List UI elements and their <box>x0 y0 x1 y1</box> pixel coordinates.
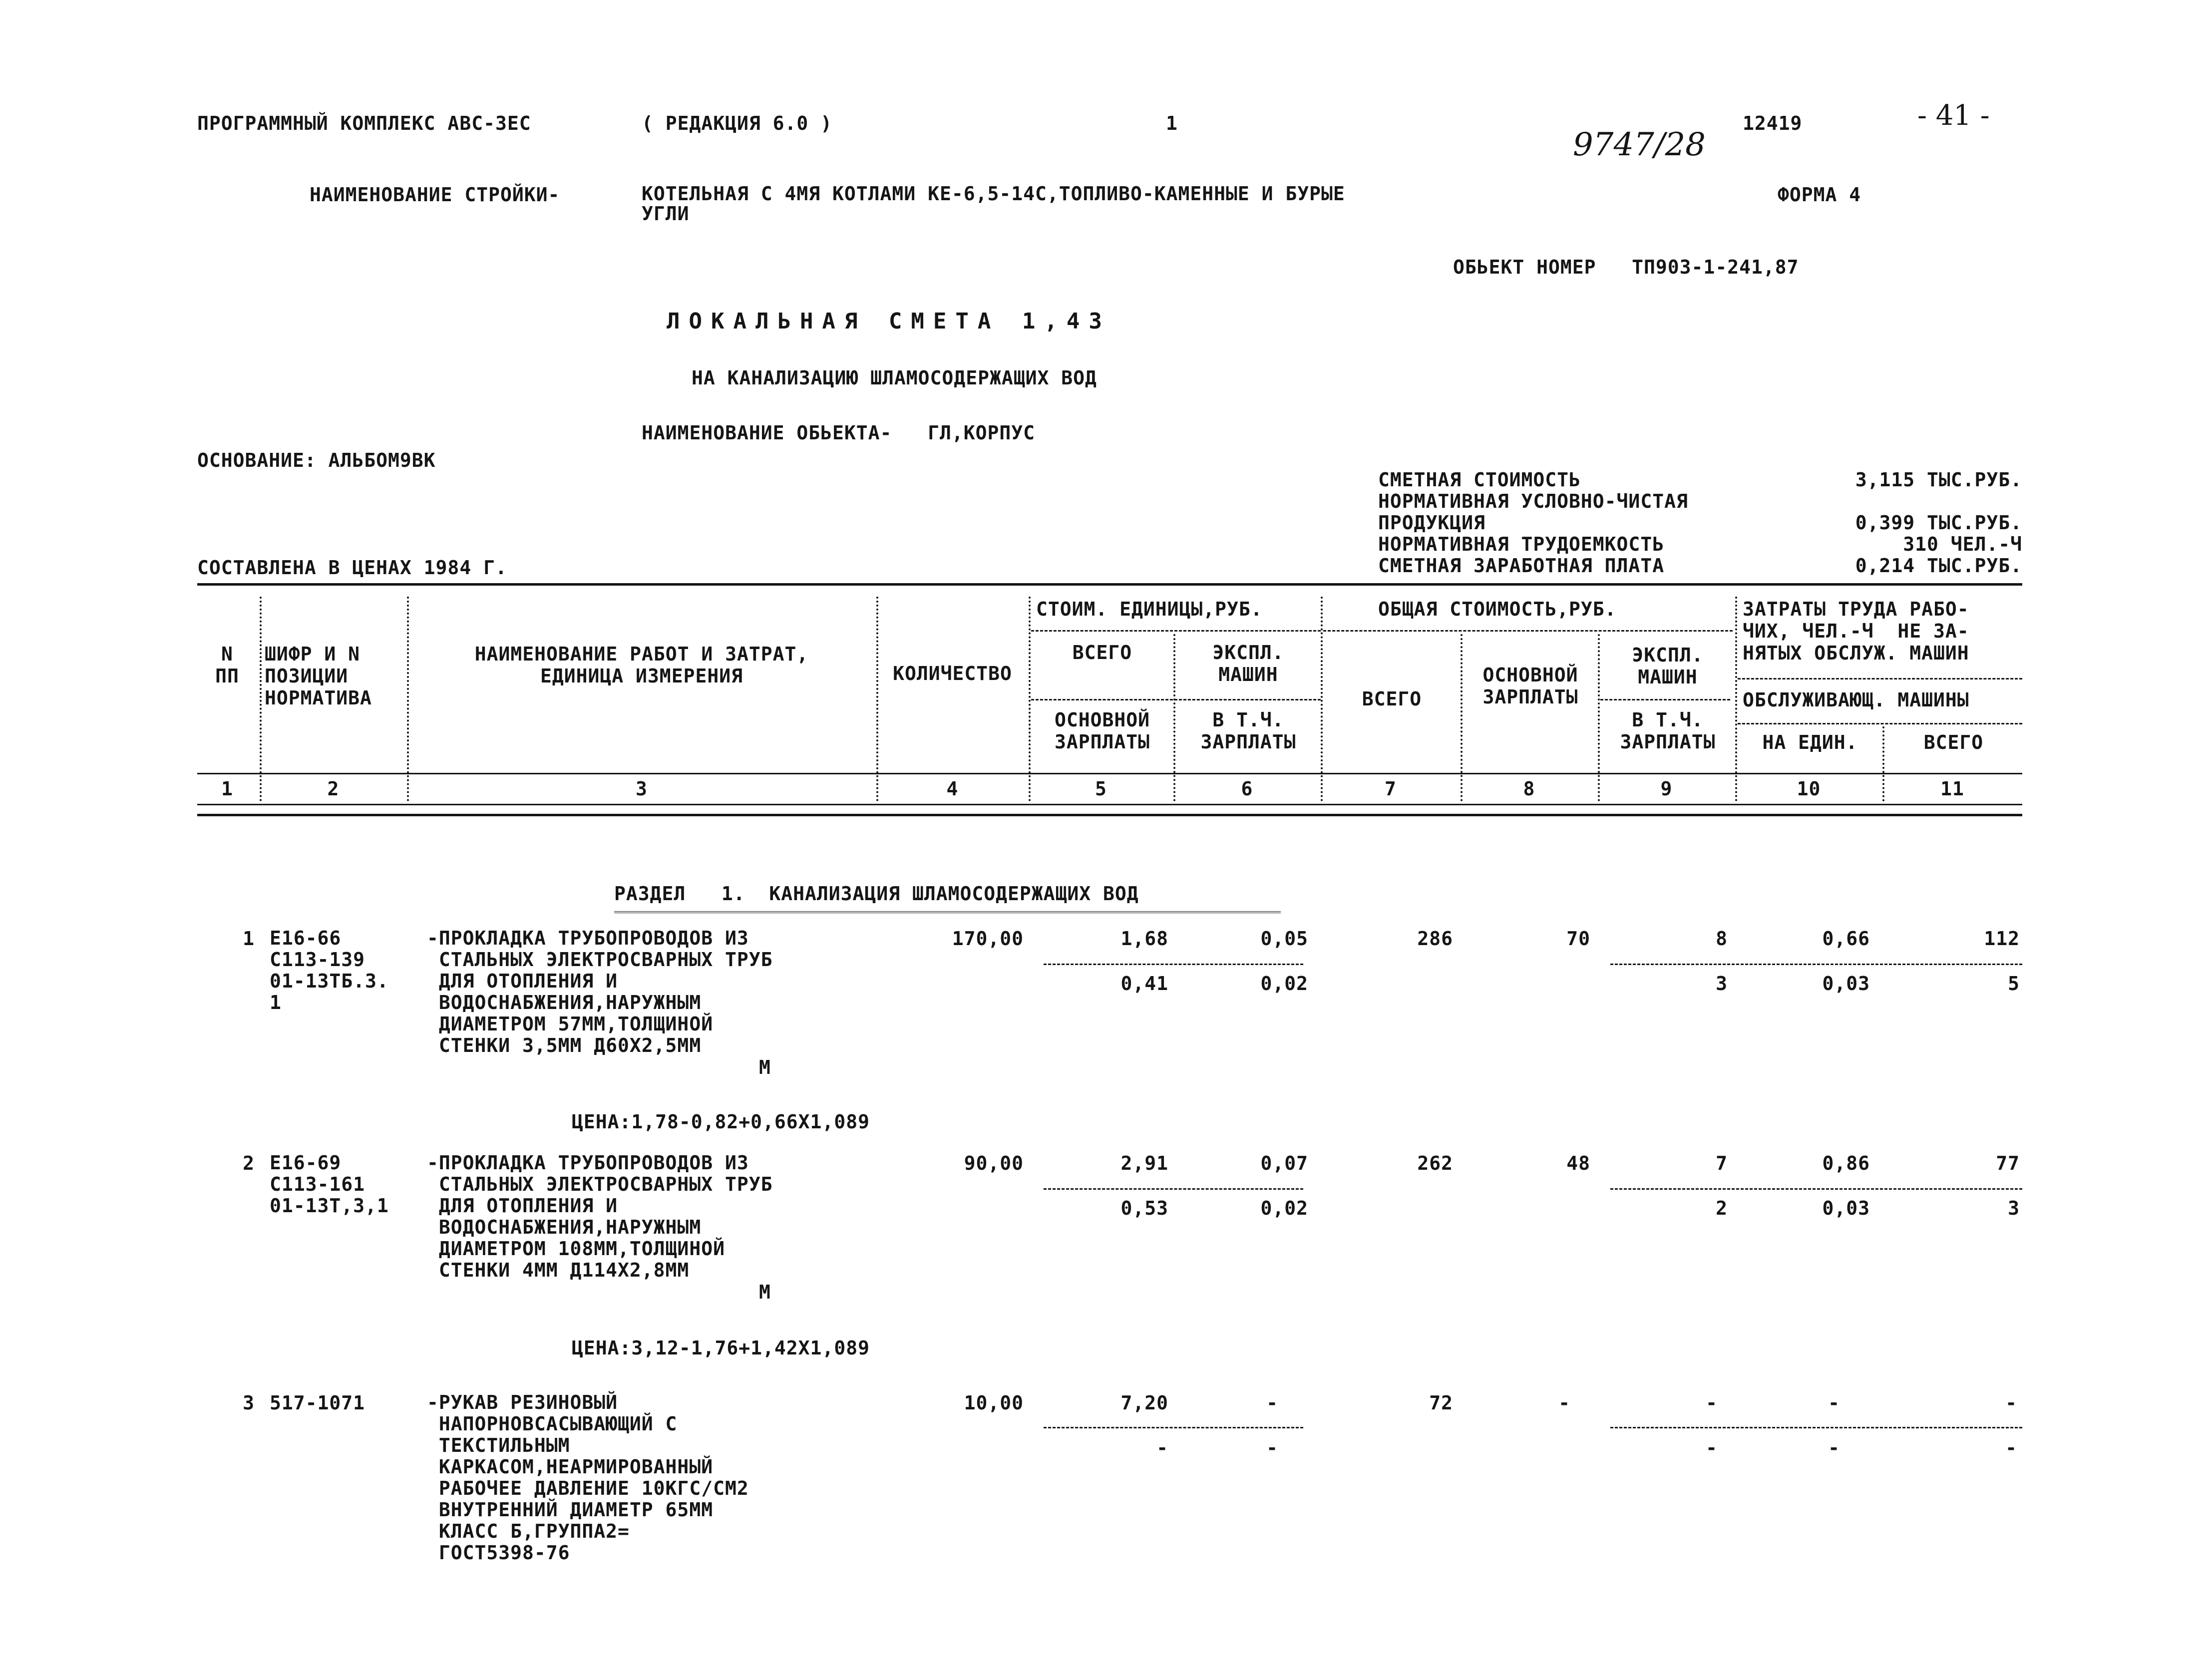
column-number: 10 <box>1797 778 1821 800</box>
item-code: 517-1071 <box>270 1392 366 1414</box>
column-separator <box>1735 597 1737 801</box>
item-total-machines: 8 <box>1716 928 1728 950</box>
item-labor-total: - <box>2005 1392 2017 1414</box>
item-total-wages: 70 <box>1566 928 1590 950</box>
header-divider <box>1031 699 1321 700</box>
item-quantity: 170,00 <box>952 928 1024 950</box>
edition: ( РЕДАКЦИЯ 6.0 ) <box>642 112 833 134</box>
item-labor-service-unit: 0,03 <box>1822 973 1870 995</box>
column-separator <box>1029 597 1031 801</box>
item-total-wages: - <box>1558 1392 1570 1414</box>
object-number: ОБЬЕКТ НОМЕР ТП903-1-241,87 <box>1453 256 1799 278</box>
column-number: 6 <box>1241 778 1253 800</box>
column-number: 3 <box>636 778 648 800</box>
column-separator <box>407 597 409 801</box>
header-work-name: НАИМЕНОВАНИЕ РАБОТ И ЗАТРАТ, ЕДИНИЦА ИЗМЕРЕНИЯ <box>474 643 809 687</box>
column-separator <box>1461 634 1463 801</box>
item-unit-total: 2,91 <box>1120 1152 1168 1174</box>
item-unit-machines: 0,07 <box>1260 1152 1308 1174</box>
item-labor-service-unit: 0,03 <box>1822 1197 1870 1219</box>
header-labor: ЗАТРАТЫ ТРУДА РАБО- ЧИХ, ЧЕЛ.-Ч НЕ ЗА- НЯТЫХ ОБСЛУЖ. МАШИН <box>1743 598 1969 664</box>
header-row-number: N ПП <box>215 643 239 687</box>
header-divider <box>1738 723 2022 724</box>
cell-divider <box>1044 1188 1303 1190</box>
item-labor-service-total: - <box>2005 1437 2017 1459</box>
item-labor-total: 77 <box>1996 1152 2020 1174</box>
header-divider <box>1738 678 2022 679</box>
header-labor-total: ВСЕГО <box>1923 731 1984 753</box>
page-mark: - 41 - <box>1917 99 1990 132</box>
item-total: 286 <box>1417 928 1453 950</box>
column-separator <box>876 597 878 801</box>
item-code: Е16-69 С113-161 01-13Т,3,1 <box>270 1152 389 1217</box>
item-name: -РУКАВ РЕЗИНОВЫЙ НАПОРНОВСАСЫВАЮЩИЙ С ТЕКСТИЛЬНЫМ КАРКАСОМ,НЕАРМИРОВАННЫЙ РАБОЧЕЕ ДАВЛЕНИЕ 10КГС/СМ2 ВНУТРЕННИЙ ДИАМЕТР 65ММ КЛАСС Б,ГРУППА2= ГОСТ5398-76 <box>427 1391 749 1564</box>
item-total-machines: 7 <box>1716 1152 1728 1174</box>
item-total-machine-wages: 3 <box>1716 973 1728 995</box>
item-unit: М <box>759 1056 771 1078</box>
header-labor-service: ОБСЛУЖИВАЮЩ. МАШИНЫ <box>1743 689 1969 711</box>
document-code: 12419 <box>1743 112 1803 134</box>
item-quantity: 90,00 <box>964 1152 1024 1174</box>
header-divider <box>1031 630 1321 632</box>
summary-values: 3,115 ТЫС.РУБ. 0,399 ТЫС.РУБ. 310 ЧЕЛ.-Ч 0,214 ТЫС.РУБ. <box>1855 469 2022 577</box>
header-code: ШИФР И N ПОЗИЦИИ НОРМАТИВА <box>265 643 372 709</box>
item-quantity: 10,00 <box>964 1392 1024 1414</box>
item-price-formula: ЦЕНА:3,12-1,76+1,42Х1,089 <box>572 1337 870 1359</box>
item-unit-machine-wages: 0,02 <box>1260 1197 1308 1219</box>
summary-labels: СМЕТНАЯ СТОИМОСТЬ НОРМАТИВНАЯ УСЛОВНО-ЧИСТАЯ ПРОДУКЦИЯ НОРМАТИВНАЯ ТРУДОЕМКОСТЬ СМЕТНАЯ ЗАРАБОТНАЯ ПЛАТА <box>1378 469 1688 577</box>
cell-divider <box>1610 1188 2022 1190</box>
column-number: 1 <box>221 778 233 800</box>
header-unit-machines: ЭКСПЛ. МАШИН <box>1212 642 1284 685</box>
item-unit-machines: 0,05 <box>1260 928 1308 950</box>
item-unit-total: 1,68 <box>1120 928 1168 950</box>
header-total-machine-wages: В Т.Ч. ЗАРПЛАТЫ <box>1620 709 1716 753</box>
column-number: 7 <box>1385 778 1397 800</box>
header-labor-unit: НА ЕДИН. <box>1762 731 1858 753</box>
column-number: 11 <box>1940 778 1964 800</box>
header-unit-cost: СТОИМ. ЕДИНИЦЫ,РУБ. <box>1036 598 1263 620</box>
column-number: 2 <box>327 778 340 800</box>
item-labor-unit: 0,86 <box>1822 1152 1870 1174</box>
column-separator <box>1173 634 1175 801</box>
basis: ОСНОВАНИЕ: АЛЬБОМ9ВК <box>197 449 436 471</box>
item-unit-total: 7,20 <box>1120 1392 1168 1414</box>
item-unit-wages: 0,41 <box>1120 973 1168 995</box>
header-total-wages: ОСНОВНОЙ ЗАРПЛАТЫ <box>1482 664 1578 708</box>
cell-divider <box>1610 1427 2022 1428</box>
item-number: 1 <box>243 928 255 950</box>
header-total-machines: ЭКСПЛ. МАШИН <box>1632 644 1704 688</box>
header-divider <box>1600 699 1730 700</box>
item-total: 72 <box>1429 1392 1453 1414</box>
column-number: 5 <box>1095 778 1107 800</box>
item-labor-service-unit: - <box>1828 1437 1840 1459</box>
document-title: ЛОКАЛЬНАЯ СМЕТА 1,43 <box>667 309 1111 334</box>
column-separator <box>260 597 262 801</box>
form-label: ФОРМА 4 <box>1778 184 1861 206</box>
item-number: 3 <box>243 1392 255 1414</box>
item-price-formula: ЦЕНА:1,78-0,82+0,66Х1,089 <box>572 1111 870 1133</box>
item-total-machine-wages: 2 <box>1716 1197 1728 1219</box>
column-number: 9 <box>1660 778 1673 800</box>
column-number: 4 <box>946 778 959 800</box>
item-unit-machine-wages: - <box>1266 1437 1278 1459</box>
item-unit-wages: 0,53 <box>1120 1197 1168 1219</box>
cell-divider <box>1044 964 1303 965</box>
item-name: -ПРОКЛАДКА ТРУБОПРОВОДОВ ИЗ СТАЛЬНЫХ ЭЛЕКТРОСВАРНЫХ ТРУБ ДЛЯ ОТОПЛЕНИЯ И ВОДОСНАБЖЕНИЯ,НАРУЖНЫМ ДИАМЕТРОМ 108ММ,ТОЛЩИНОЙ СТЕНКИ 4ММ Д114Х2,8ММ <box>427 1152 773 1281</box>
header-total-all: ВСЕГО <box>1362 688 1422 710</box>
item-labor-unit: 0,66 <box>1822 928 1870 950</box>
item-code: Е16-66 С113-139 01-13ТБ.3. 1 <box>270 927 389 1013</box>
item-labor-service-total: 3 <box>2008 1197 2020 1219</box>
column-separator <box>1598 634 1600 801</box>
item-total: 262 <box>1417 1152 1453 1174</box>
header-unit-machine-wages: В Т.Ч. ЗАРПЛАТЫ <box>1200 709 1296 753</box>
header-unit-total: ВСЕГО <box>1072 642 1132 664</box>
item-unit-wages: - <box>1156 1437 1168 1459</box>
construction-name: КОТЕЛЬНАЯ С 4МЯ КОТЛАМИ КЕ-6,5-14С,ТОПЛИВО-КАМЕННЫЕ И БУРЫЕ УГЛИ <box>642 183 1345 225</box>
item-unit-machine-wages: 0,02 <box>1260 973 1308 995</box>
item-unit: М <box>759 1281 771 1303</box>
table-numbers-rule <box>197 804 2022 805</box>
price-basis: СОСТАВЛЕНА В ЦЕНАХ 1984 Г. <box>197 557 507 579</box>
item-total-wages: 48 <box>1566 1152 1590 1174</box>
table-top-rule <box>197 583 2022 586</box>
construction-label: НАИМЕНОВАНИЕ СТРОЙКИ- <box>310 184 560 206</box>
item-number: 2 <box>243 1152 255 1174</box>
handwritten-number: 9747/28 <box>1573 126 1706 163</box>
cell-divider <box>1044 1427 1303 1428</box>
section-underline <box>614 911 1281 913</box>
item-total-machine-wages: - <box>1706 1437 1718 1459</box>
header-divider <box>1323 630 1733 632</box>
item-labor-service-total: 5 <box>2008 973 2020 995</box>
column-separator <box>1321 597 1323 801</box>
table-numbers-rule-2 <box>197 814 2022 816</box>
object-name: НАИМЕНОВАНИЕ ОБЬЕКТА- ГЛ,КОРПУС <box>642 422 1035 444</box>
document-subtitle: НА КАНАЛИЗАЦИЮ ШЛАМОСОДЕРЖАЩИХ ВОД <box>692 367 1097 389</box>
section-title: РАЗДЕЛ 1. КАНАЛИЗАЦИЯ ШЛАМОСОДЕРЖАЩИХ ВОД <box>614 883 1139 905</box>
item-unit-machines: - <box>1266 1392 1278 1414</box>
sheet-number: 1 <box>1166 112 1178 134</box>
header-unit-wages: ОСНОВНОЙ ЗАРПЛАТЫ <box>1054 709 1150 753</box>
item-labor-unit: - <box>1828 1392 1840 1414</box>
column-number: 8 <box>1523 778 1535 800</box>
table-header-rule <box>197 773 2022 774</box>
item-name: -ПРОКЛАДКА ТРУБОПРОВОДОВ ИЗ СТАЛЬНЫХ ЭЛЕКТРОСВАРНЫХ ТРУБ ДЛЯ ОТОПЛЕНИЯ И ВОДОСНАБЖЕНИЯ,НАРУЖНЫМ ДИАМЕТРОМ 57ММ,ТОЛЩИНОЙ СТЕНКИ 3,5ММ Д60Х2,5ММ <box>427 927 773 1056</box>
cell-divider <box>1610 964 2022 965</box>
program-name: ПРОГРАММНЫЙ КОМПЛЕКС АВС-3ЕС <box>197 112 531 134</box>
item-total-machines: - <box>1706 1392 1718 1414</box>
header-total-cost: ОБЩАЯ СТОИМОСТЬ,РУБ. <box>1378 598 1617 620</box>
header-quantity: КОЛИЧЕСТВО <box>893 663 1012 684</box>
item-labor-total: 112 <box>1984 928 2020 950</box>
